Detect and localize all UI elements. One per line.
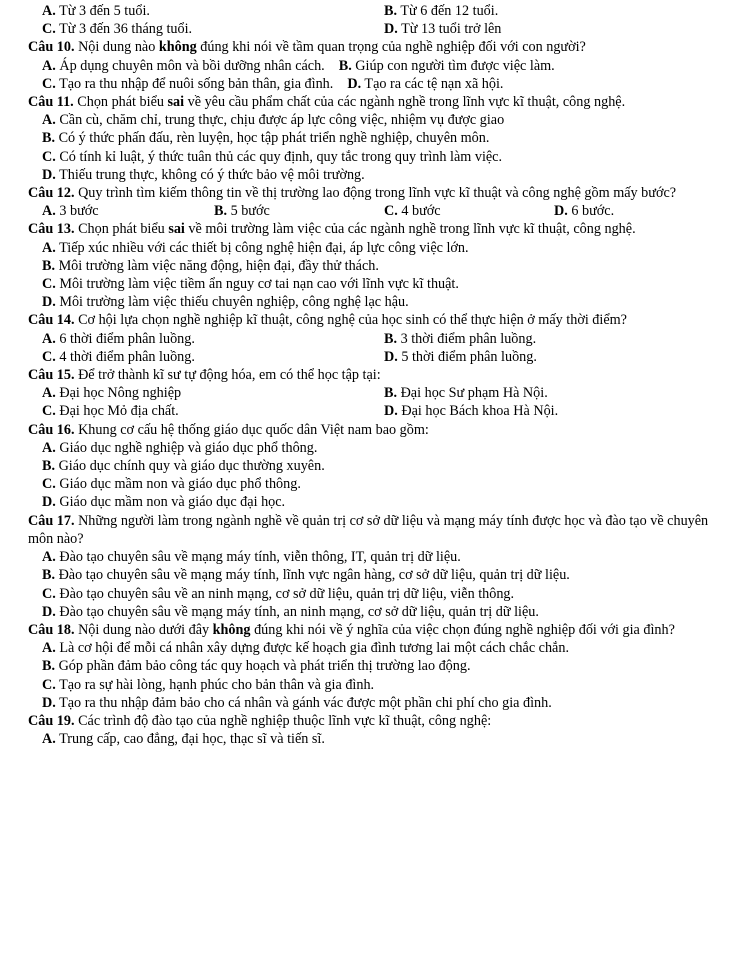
option-b: B. Giáo dục chính quy và giáo dục thường xuyên.	[42, 458, 325, 475]
question-16	[28, 421, 728, 512]
option-d: D. Đại học Bách khoa Hà Nội.	[384, 403, 559, 420]
option-b: B. Đại học Sư phạm Hà Nội.	[384, 385, 548, 402]
option-a: A. Giáo dục nghề nghiệp và giáo dục phổ thông.	[42, 439, 318, 456]
option-d: D. Tạo ra thu nhập đảm bảo cho cá nhân và gánh vác được một phần chi phí cho gia đình.	[42, 694, 552, 711]
option-d: D. 6 bước.	[554, 203, 615, 220]
option-a: A. Trung cấp, cao đẳng, đại học, thạc sĩ và tiến sĩ.	[42, 731, 325, 748]
option-b: B. Có ý thức phấn đấu, rèn luyện, học tập phát triển nghề nghiệp, chuyên môn.	[42, 130, 490, 147]
option-a: A. Đại học Nông nghiệp	[42, 385, 182, 402]
question-text: Câu 19. Các trình độ đào tạo của nghề nghiệp thuộc lĩnh vực kĩ thuật, công nghệ:	[28, 712, 492, 729]
question-10	[28, 38, 728, 93]
option-c: C. Môi trường làm việc tiềm ẩn nguy cơ tai nạn cao với lĩnh vực kĩ thuật.	[42, 276, 459, 293]
option-a: A. Từ 3 đến 5 tuổi.	[42, 3, 150, 19]
option-a: A. Là cơ hội để mỗi cá nhân xây dựng được kế hoạch gia đình tương lai một cách chắc chắn.	[42, 640, 569, 657]
option-c: C. Tạo ra thu nhập để nuôi sống bản thân, gia đình.	[42, 75, 334, 92]
question-text: Câu 14. Cơ hội lựa chọn nghề nghiệp kĩ thuật, công nghệ của học sinh có thể thực hiện ở mấy thời điểm?	[28, 312, 627, 329]
option-c: C. 4 bước	[384, 203, 441, 220]
option-d: D. Tạo ra các tệ nạn xã hội.	[347, 75, 504, 92]
question-text: Câu 15. Để trở thành kĩ sư tự động hóa, em có thể học tập tại:	[28, 367, 381, 384]
question-15	[28, 366, 728, 421]
question-text: Câu 17. Những người làm trong ngành nghề về quản trị cơ sở dữ liệu và mạng máy tính được học và đào tạo về chuyên môn nào?	[28, 512, 709, 547]
option-c: C. Tạo ra sự hài lòng, hạnh phúc cho bản thân và gia đình.	[42, 676, 375, 693]
question-text: Câu 11. Chọn phát biểu sai về yêu cầu phẩm chất của các ngành nghề trong lĩnh vực kĩ thuật, công nghệ.	[28, 94, 626, 111]
question-11	[28, 93, 728, 184]
option-c: C. Có tính kỉ luật, ý thức tuân thủ các quy định, quy tắc trong quy trình làm việc.	[42, 148, 503, 165]
option-a: A. Tiếp xúc nhiều với các thiết bị công nghệ hiện đại, áp lực công việc lớn.	[42, 239, 469, 256]
question-text: Câu 16. Khung cơ cấu hệ thống giáo dục quốc dân Việt nam bao gồm:	[28, 421, 429, 438]
option-a: A. Cần cù, chăm chỉ, trung thực, chịu được áp lực công việc, nhiệm vụ được giao	[42, 112, 505, 129]
option-c: C. Đào tạo chuyên sâu về an ninh mạng, cơ sở dữ liệu, quản trị dữ liệu, viễn thông.	[42, 585, 515, 602]
question-text: Câu 10. Nội dung nào không đúng khi nói về tầm quan trọng của nghề nghiệp đối với con người?	[28, 39, 586, 56]
option-b: B. Môi trường làm việc năng động, hiện đại, đầy thử thách.	[42, 257, 379, 274]
option-d: D. Môi trường làm việc thiếu chuyên nghiệp, công nghệ lạc hậu.	[42, 294, 409, 311]
question-13	[28, 220, 728, 311]
question-18	[28, 621, 728, 712]
question-17	[28, 512, 728, 621]
question-14	[28, 311, 728, 366]
option-a: A. Áp dụng chuyên môn và bồi dưỡng nhân cách.	[42, 57, 325, 74]
question-19	[28, 712, 728, 748]
option-d: D. 5 thời điểm phân luồng.	[384, 348, 537, 365]
question-12	[28, 184, 728, 220]
option-b: B. Giúp con người tìm được việc làm.	[338, 57, 555, 74]
option-b: B. Từ 6 đến 12 tuổi.	[384, 3, 499, 19]
option-c: C. 4 thời điểm phân luồng.	[42, 348, 195, 365]
option-d: D. Đào tạo chuyên sâu về mạng máy tính, an ninh mạng, cơ sở dữ liệu, quản trị dữ liệu.	[42, 603, 539, 620]
option-c: C. Từ 3 đến 36 tháng tuổi.	[42, 21, 193, 38]
question-text: Câu 13. Chọn phát biểu sai về môi trường làm việc của các ngành nghề trong lĩnh vực kĩ thuật, công nghệ.	[28, 221, 636, 238]
option-d: D. Từ 13 tuổi trở lên	[384, 21, 502, 38]
option-b: B. 3 thời điểm phân luồng.	[384, 330, 537, 347]
option-c: C. Đại học Mỏ địa chất.	[42, 403, 179, 420]
option-a: A. 6 thời điểm phân luồng.	[42, 330, 195, 347]
question-text: Câu 18. Nội dung nào dưới đây không đúng khi nói về ý nghĩa của việc chọn đúng nghề nghiệp đối với gia đình?	[28, 621, 675, 638]
question-text: Câu 12. Quy trình tìm kiếm thông tin về thị trường lao động trong lĩnh vực kĩ thuật và công nghệ gồm mấy bước?	[28, 185, 677, 202]
option-b: B. Góp phần đảm bảo công tác quy hoạch và phát triển thị trường lao động.	[42, 658, 471, 675]
option-b: B. Đào tạo chuyên sâu về mạng máy tính, lĩnh vực ngân hàng, cơ sở dữ liệu, quản trị dữ liệu.	[42, 567, 570, 584]
option-b: B. 5 bước	[214, 203, 270, 220]
option-d: D. Giáo dục mầm non và giáo dục đại học.	[42, 494, 286, 511]
option-a: A. 3 bước	[42, 203, 99, 220]
exam-page	[28, 2, 728, 748]
question-9-options	[28, 2, 728, 38]
option-d: D. Thiếu trung thực, không có ý thức bảo vệ môi trường.	[42, 166, 365, 183]
option-a: A. Đào tạo chuyên sâu về mạng máy tính, viễn thông, IT, quản trị dữ liệu.	[42, 549, 461, 566]
option-c: C. Giáo dục mầm non và giáo dục phổ thông.	[42, 476, 301, 493]
